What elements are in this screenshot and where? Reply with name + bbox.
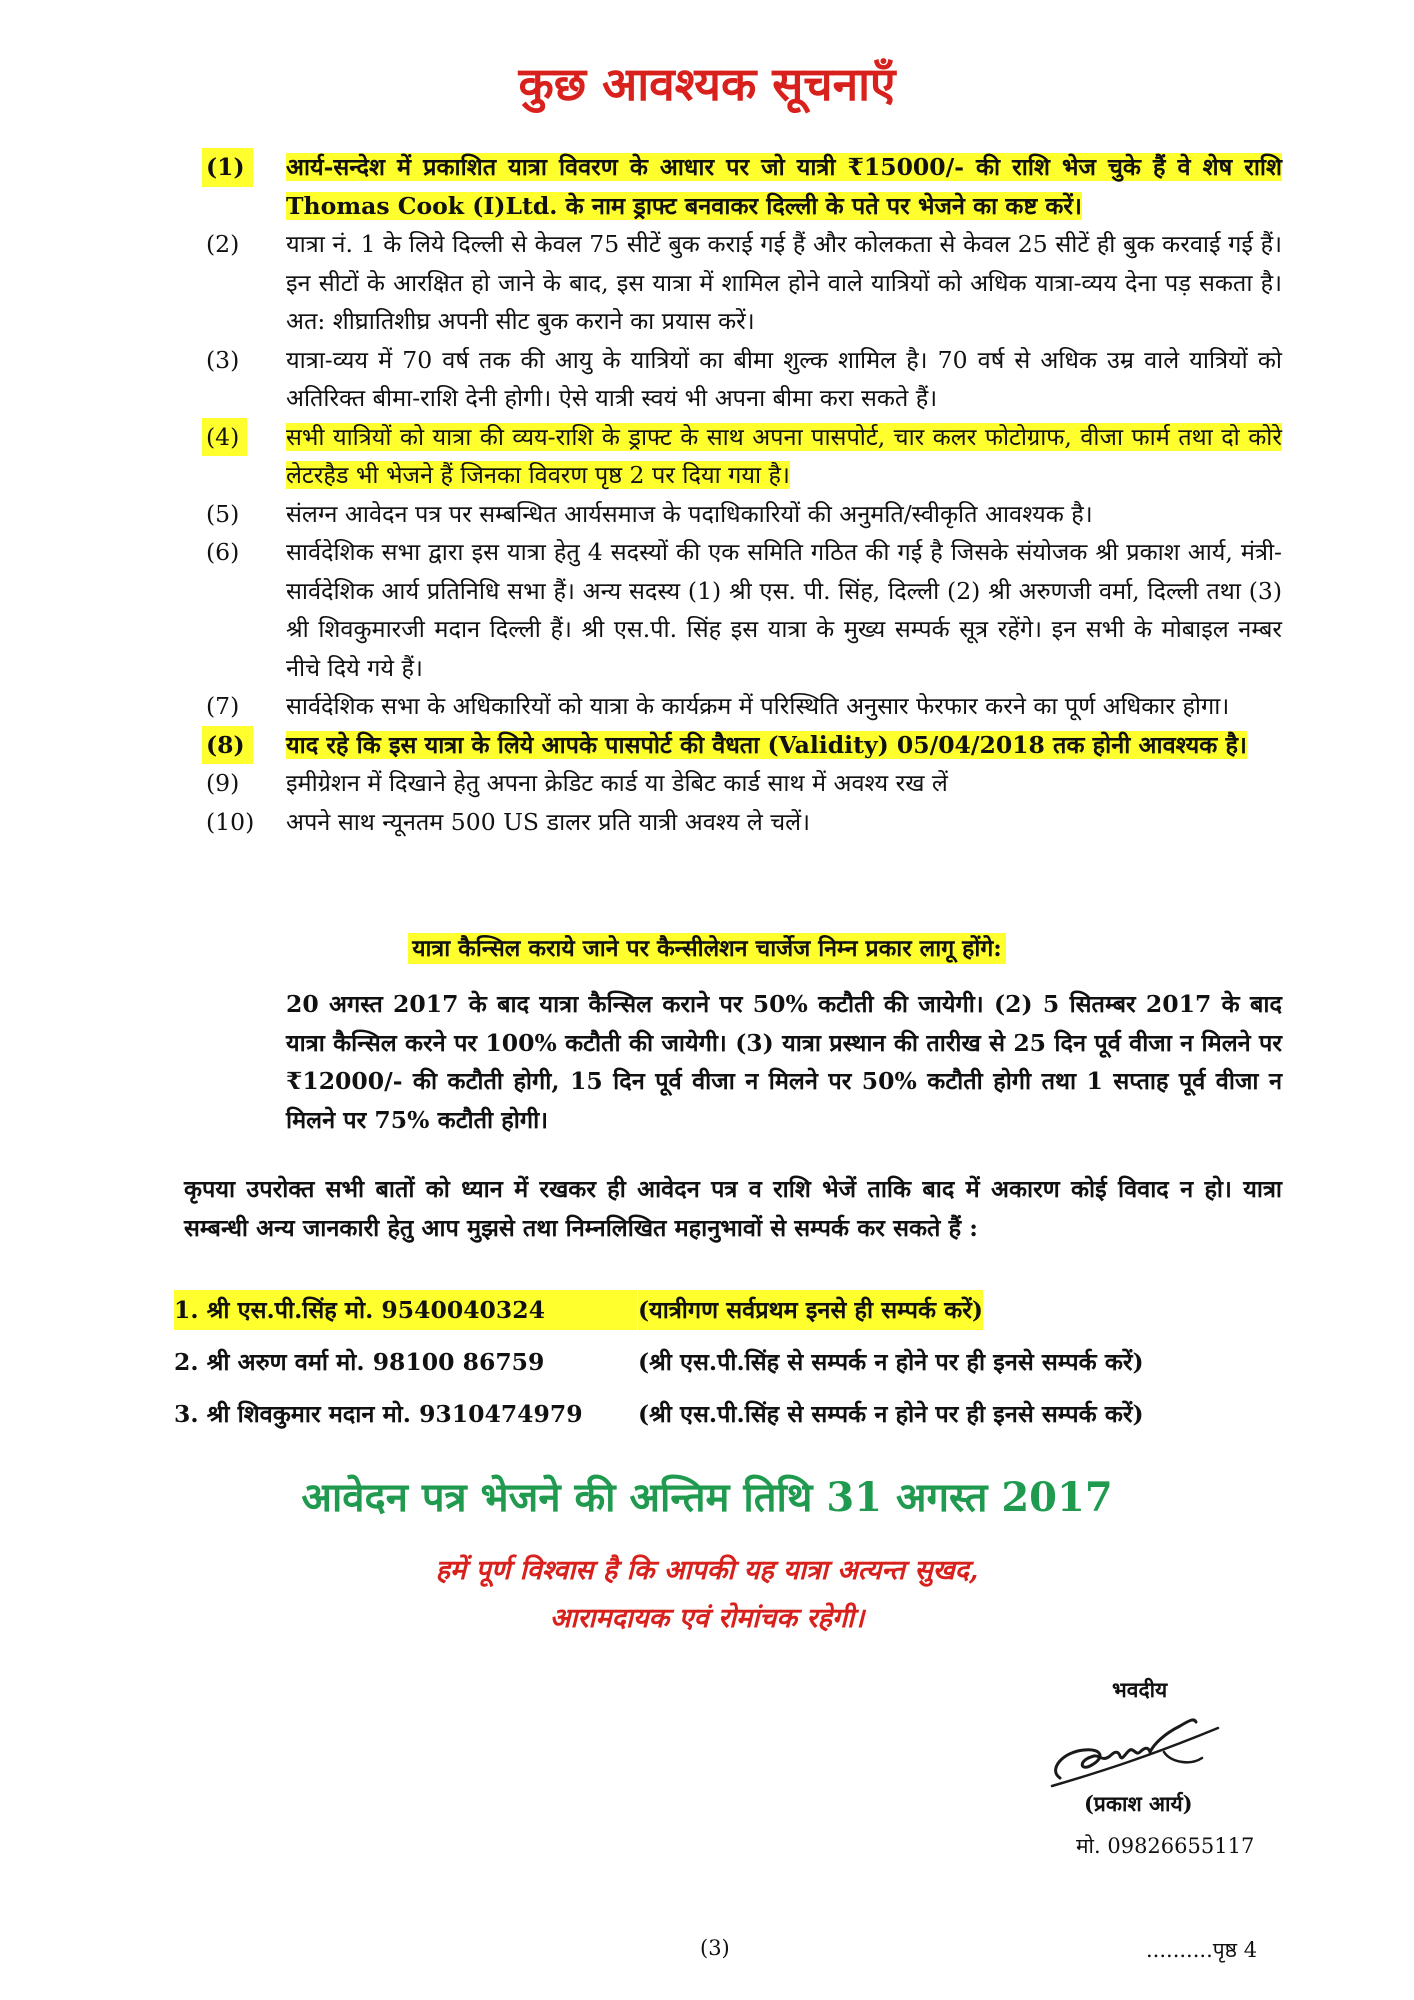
note-number: (7) <box>206 692 240 720</box>
cancellation-heading-text: यात्रा कैन्सिल कराये जाने पर कैन्सीलेशन चार्जेज निम्न प्रकार लागू होंगे: <box>408 933 1006 964</box>
closing-word: भवदीय <box>1112 1677 1168 1702</box>
note-item <box>206 726 1282 765</box>
contact-row <box>174 1290 1284 1342</box>
wish-line-1: हमें पूर्ण विश्वास है कि आपकी यह यात्रा अत्यन्त सुखद, <box>435 1555 979 1586</box>
contact-row <box>174 1394 1284 1446</box>
note-item <box>206 495 1282 534</box>
signer-name: (प्रकाश आर्य) <box>1084 1791 1193 1816</box>
note-item <box>206 687 1282 726</box>
note-text: सार्वदेशिक सभा द्वारा इस यात्रा हेतु 4 सदस्यों की एक समिति गठित की गई है जिसके संयोजक श्री प्रकाश आर्य, मंत्री-सार्वदेशिक आर्य प्रतिनिधि सभा हैं। अन्य सदस्य (1) श्री एस. पी. सिंह, दिल्ली (2) श्री अरुणजी वर्मा, दिल्ली तथा (3) श्री शिवकुमारजी मदान दिल्ली हैं। श्री एस.पी. सिंह इस यात्रा के मुख्य सम्पर्क सूत्र रहेंगे। इन सभी के मोबाइल नम्बर नीचे दिये गये हैं। <box>286 538 1282 682</box>
note-item <box>206 764 1282 803</box>
request-paragraph: कृपया उपरोक्त सभी बातों को ध्यान में रखकर ही आवेदन पत्र व राशि भेजें ताकि बाद में अकारण कोई विवाद न हो। यात्रा सम्बन्धी अन्य जानकारी हेतु आप मुझसे तथा निम्नलिखित महानुभावों से सम्पर्क कर सकते हैं : <box>184 1175 1282 1242</box>
deadline-banner: आवेदन पत्र भेजने की अन्तिम तिथि 31 अगस्त 2017 <box>301 1474 1113 1521</box>
contact-person: 2. श्री अरुण वर्मा मो. 98100 86759 <box>174 1348 545 1376</box>
note-number: (8) <box>202 726 253 765</box>
note-text: आर्य-सन्देश में प्रकाशित यात्रा विवरण के आधार पर जो यात्री ₹15000/- की राशि भेज चुके हैं वे शेष राशि Thomas Cook (I)Ltd. के नाम ड्राफ्ट बनवाकर दिल्ली के पते पर भेजने का कष्ट करें। <box>286 153 1282 220</box>
next-page-marker: ..........पृष्ठ 4 <box>1146 1938 1258 1962</box>
contact-note: (श्री एस.पी.सिंह से सम्पर्क न होने पर ही इनसे सम्पर्क करें) <box>638 1348 1144 1376</box>
cancellation-body: 20 अगस्त 2017 के बाद यात्रा कैन्सिल कराने पर 50% कटौती की जायेगी। (2) 5 सितम्बर 2017 के बाद यात्रा कैन्सिल करने पर 100% कटौती की जायेगी। (3) यात्रा प्रस्थान की तारीख से 25 दिन पूर्व वीजा न मिलने पर ₹12000/- की कटौती होगी, 15 दिन पूर्व वीजा न मिलने पर 50% कटौती होगी तथा 1 सप्ताह पूर्व वीजा न मिलने पर 75% कटौती होगी। <box>286 990 1282 1134</box>
note-number: (2) <box>206 230 240 258</box>
note-number: (5) <box>206 499 240 528</box>
contact-person: 3. श्री शिवकुमार मदान मो. 9310474979 <box>174 1400 583 1428</box>
note-item <box>206 148 1282 225</box>
note-number: (4) <box>202 418 247 457</box>
note-text: सभी यात्रियों को यात्रा की व्यय-राशि के ड्राफ्ट के साथ अपना पासपोर्ट, चार कलर फोटोग्राफ, वीजा फार्म तथा दो कोरे लेटरहैड भी भेजने हैं जिनका विवरण पृष्ठ 2 पर दिया गया है। <box>286 422 1282 489</box>
note-number: (1) <box>202 148 253 187</box>
note-number: (9) <box>206 769 240 797</box>
contact-note: (श्री एस.पी.सिंह से सम्पर्क न होने पर ही इनसे सम्पर्क करें) <box>638 1400 1144 1428</box>
note-text: सार्वदेशिक सभा के अधिकारियों को यात्रा के कार्यक्रम में परिस्थिति अनुसार फेरफार करने का पूर्ण अधिकार होगा। <box>286 692 1230 720</box>
note-number: (10) <box>206 807 255 836</box>
note-text: यात्रा-व्यय में 70 वर्ष तक की आयु के यात्रियों का बीमा शुल्क शामिल है। 70 वर्ष से अधिक उम्र वाले यात्रियों को अतिरिक्त बीमा-राशि देनी होगी। ऐसे यात्री स्वयं भी अपना बीमा करा सकते हैं। <box>286 345 1282 412</box>
wish-line-2: आरामदायक एवं रोमांचक रहेगी। <box>549 1603 865 1634</box>
contact-row <box>174 1342 1284 1394</box>
cancellation-heading <box>0 931 1414 963</box>
page-title: कुछ आवश्यक सूचनाएँ <box>518 57 896 111</box>
note-item <box>206 418 1282 495</box>
contact-person: 1. श्री एस.पी.सिंह मो. 9540040324 <box>174 1290 637 1330</box>
note-number: (3) <box>206 345 240 374</box>
note-text: संलग्न आवेदन पत्र पर सम्बन्धित आर्यसमाज के पदाधिकारियों की अनुमति/स्वीकृति आवश्यक है। <box>286 499 1093 528</box>
page-number: (3) <box>700 1936 730 1960</box>
note-text: याद रहे कि इस यात्रा के लिये आपके पासपोर्ट की वैधता (Validity) 05/04/2018 तक होनी आवश्यक है। <box>286 730 1247 759</box>
note-item <box>206 341 1282 418</box>
note-text: इमीग्रेशन में दिखाने हेतु अपना क्रेडिट कार्ड या डेबिट कार्ड साथ में अवश्य रख लें <box>286 769 948 797</box>
note-text: अपने साथ न्यूनतम 500 US डालर प्रति यात्री अवश्य ले चलें। <box>286 807 811 836</box>
contacts-list <box>174 1290 1284 1446</box>
note-item <box>206 533 1282 687</box>
note-number: (6) <box>206 538 240 566</box>
notes-list <box>206 148 1282 841</box>
note-text: यात्रा नं. 1 के लिये दिल्ली से केवल 75 सीटें बुक कराई गई हैं और कोलकता से केवल 25 सीटें ही बुक करवाई गई हैं। इन सीटों के आरक्षित हो जाने के बाद, इस यात्रा में शामिल होने वाले यात्रियों को अधिक यात्रा-व्यय देना पड़ सकता है। अत: शीघ्रातिशीघ्र अपनी सीट बुक कराने का प्रयास करें। <box>286 230 1282 335</box>
signer-mobile: मो. 09826655117 <box>1076 1834 1255 1858</box>
signature-icon <box>1040 1700 1230 1800</box>
contact-note: (यात्रीगण सर्वप्रथम इनसे ही सम्पर्क करें) <box>638 1290 983 1330</box>
note-item <box>206 803 1282 842</box>
note-item <box>206 225 1282 341</box>
